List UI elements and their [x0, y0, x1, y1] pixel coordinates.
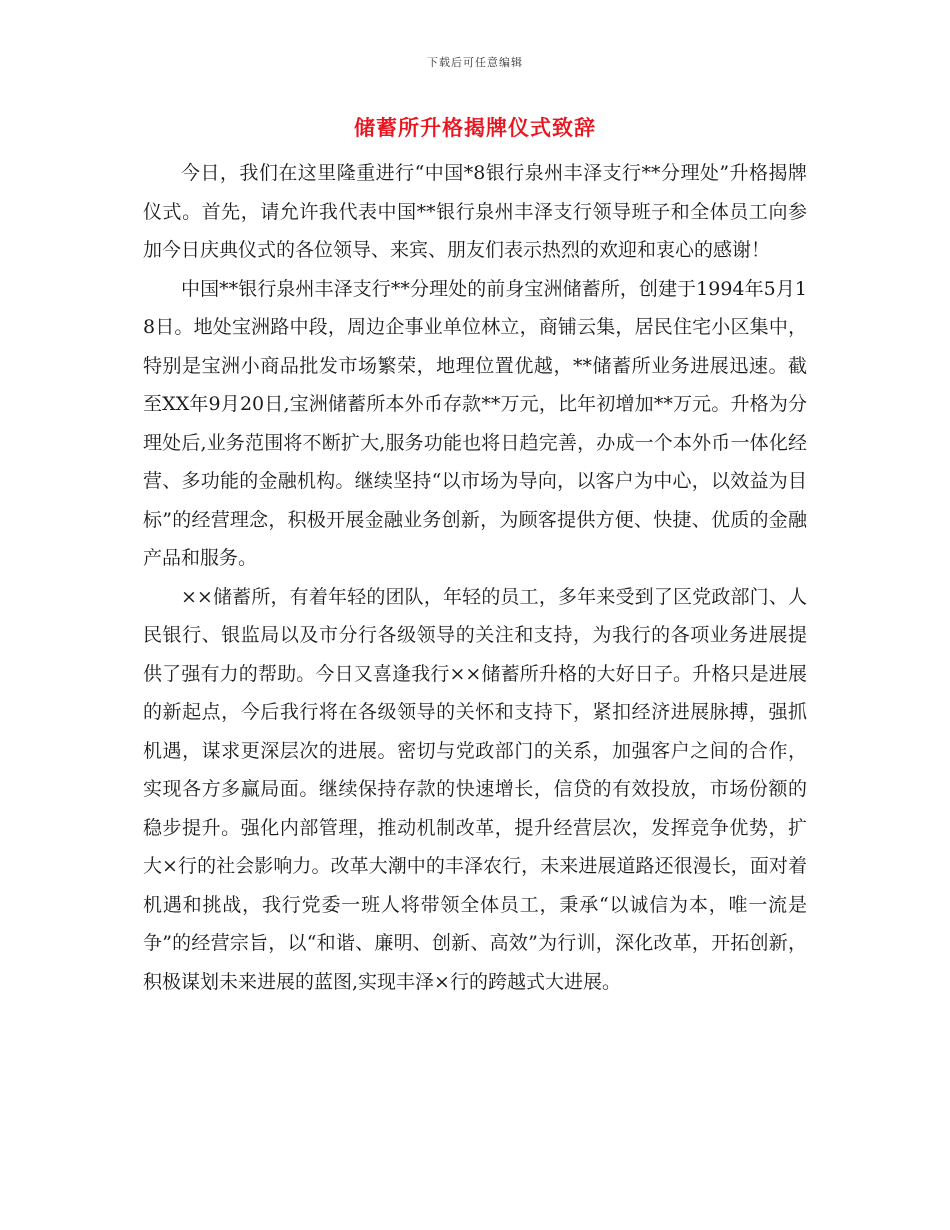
header-note: 下载后可任意编辑 — [427, 56, 523, 69]
document-body — [143, 154, 807, 1001]
paragraph-future: ××储蓄所，有着年轻的团队，年轻的员工，多年来受到了区党政部门、人民银行、银监局以及市分行各级领导的关注和支持，为我行的各项业务进展提供了强有力的帮助。今日又喜逢我行××储蓄所升格的大好日子。升格只是进展的新起点，今后我行将在各级领导的关怀和支持下，紧扣经济进展脉搏，强抓机遇，谋求更深层次的进展。密切与党政部门的关系，加强客户之间的合作，实现各方多赢局面。继续保持存款的快速增长，信贷的有效投放，市场份额的稳步提升。强化内部管理，推动机制改革，提升经营层次，发挥竞争优势，扩大×行的社会影响力。改革大潮中的丰泽农行，未来进展道路还很漫长，面对着机遇和挑战，我行党委一班人将带领全体员工，秉承“以诚信为本，唯一流是争”的经营宗旨，以“和谐、廉明、创新、高效”为行训，深化改革，开拓创新，积极谋划未来进展的蓝图,实现丰泽×行的跨越式大进展。 — [143, 585, 807, 993]
paragraph-history: 中国**银行泉州丰泽支行**分理处的前身宝洲储蓄所，创建于1994年5月18日。地处宝洲路中段，周边企事业单位林立，商铺云集，居民住宅小区集中，特别是宝洲小商品批发市场繁荣，地理位置优越，**储蓄所业务进展迅速。截至XX年9月20日,宝洲储蓄所本外币存款**万元，比年初增加**万元。升格为分理处后,业务范围将不断扩大,服务功能也将日趋完善，办成一个本外币一体化经营、多功能的金融机构。继续坚持“以市场为导向，以客户为中心，以效益为目标”的经营理念，积极开展金融业务创新，为顾客提供方便、快捷、优质的金融产品和服务。 — [143, 277, 807, 569]
paragraph-opening: 今日，我们在这里隆重进行“中国*8银行泉州丰泽支行**分理处”升格揭牌仪式。首先，请允许我代表中国**银行泉州丰泽支行领导班子和全体员工向参加今日庆典仪式的各位领导、来宾、朋友们表示热烈的欢迎和衷心的感谢！ — [143, 162, 807, 261]
document-title: 储蓄所升格揭牌仪式致辞 — [354, 115, 596, 140]
